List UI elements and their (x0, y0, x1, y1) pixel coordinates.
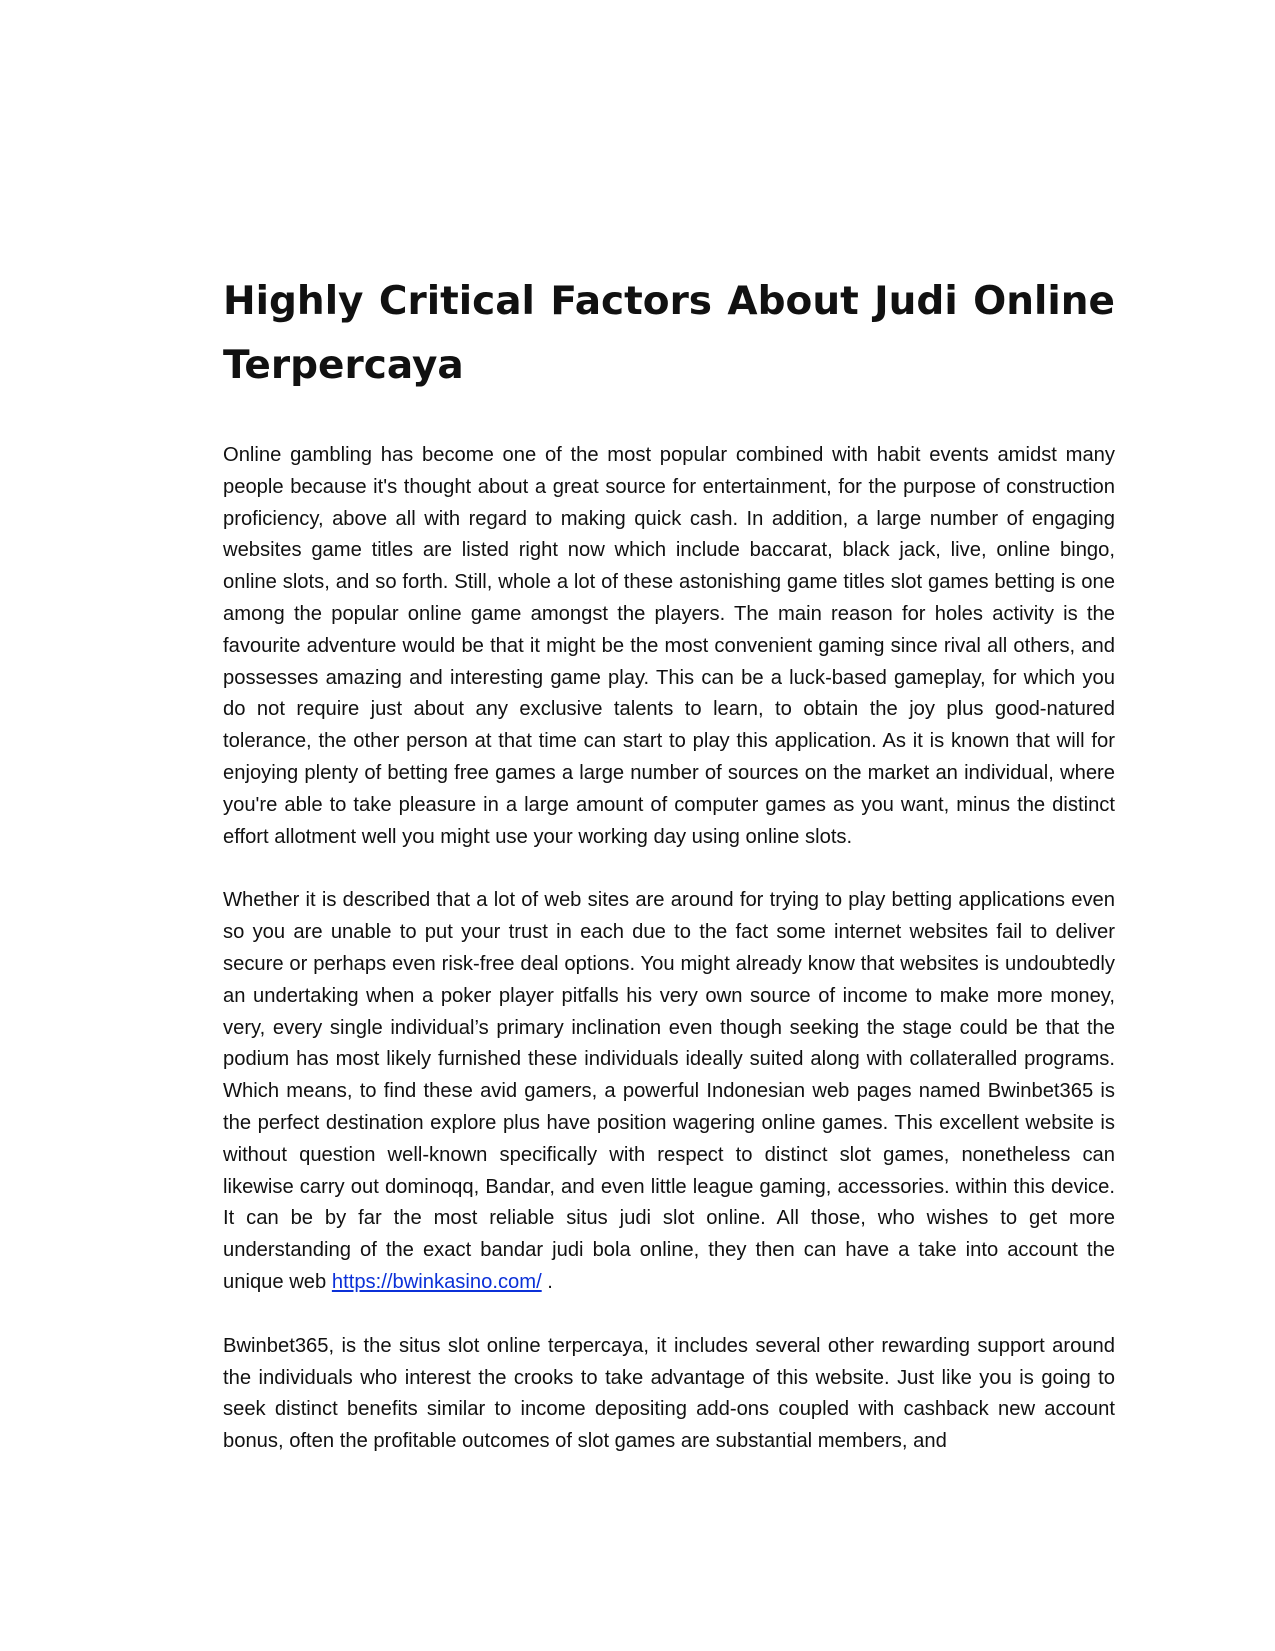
paragraph-2-trailing: . (541, 1270, 553, 1293)
title-line-2: Terpercaya (223, 343, 464, 388)
document-title (223, 270, 1115, 398)
title-line-1: Highly Critical Factors About Judi Online (223, 279, 1115, 324)
document-body (223, 270, 1115, 1458)
paragraph-2 (223, 885, 1115, 1298)
bwinkasino-link[interactable]: https://bwinkasino.com/ (331, 1270, 542, 1293)
paragraph-2-text: Whether it is described that a lot of web sites are around for trying to play betting applications even so you are unable to put your trust in each due to the fact some internet websites fail to deliver secure or perhaps even risk-free deal options. You might already know that websites is undoubtedly an undertaking when a poker player pitfalls his very own source of income to make more money, very, every single individual’s primary inclination even though seeking the stage could be that the podium has most likely furnished these individuals ideally suited along with collateralled programs. Which means, to find these avid gamers, a powerful Indonesian web pages named Bwinbet365 is the perfect destination explore plus have position wagering online games. This excellent website is without question well-known specifically with respect to distinct slot games, nonetheless can likewise carry out dominoqq, Bandar, and even little league gaming, accessories. within this device. It can be by far the most reliable situs judi slot online. All those, who wishes to get more understanding of the exact bandar judi bola online, they then can have a take into account the unique web (223, 889, 1115, 1293)
paragraph-3: Bwinbet365, is the situs slot online terpercaya, it includes several other rewarding support around the individuals who interest the crooks to take advantage of this website. Just like you is going to seek distinct benefits similar to income depositing add-ons coupled with cashback new account bonus, often the profitable outcomes of slot games are substantial members, and (223, 1334, 1115, 1453)
paragraph-1: Online gambling has become one of the most popular combined with habit events amidst many people because it's thought about a great source for entertainment, for the purpose of construction proficiency, above all with regard to making quick cash. In addition, a large number of engaging websites game titles are listed right now which include baccarat, black jack, live, online bingo, online slots, and so forth. Still, whole a lot of these astonishing game titles slot games betting is one among the popular online game amongst the players. The main reason for holes activity is the favourite adventure would be that it might be the most convenient gaming since rival all others, and possesses amazing and interesting game play. This can be a luck-based gameplay, for which you do not require just about any exclusive talents to learn, to obtain the joy plus good-natured tolerance, the other person at that time can start to play this application. As it is known that will for enjoying plenty of betting free games a large number of sources on the market an individual, where you're able to take pleasure in a large amount of computer games as you want, minus the distinct effort allotment well you might use your working day using online slots. (223, 444, 1115, 848)
